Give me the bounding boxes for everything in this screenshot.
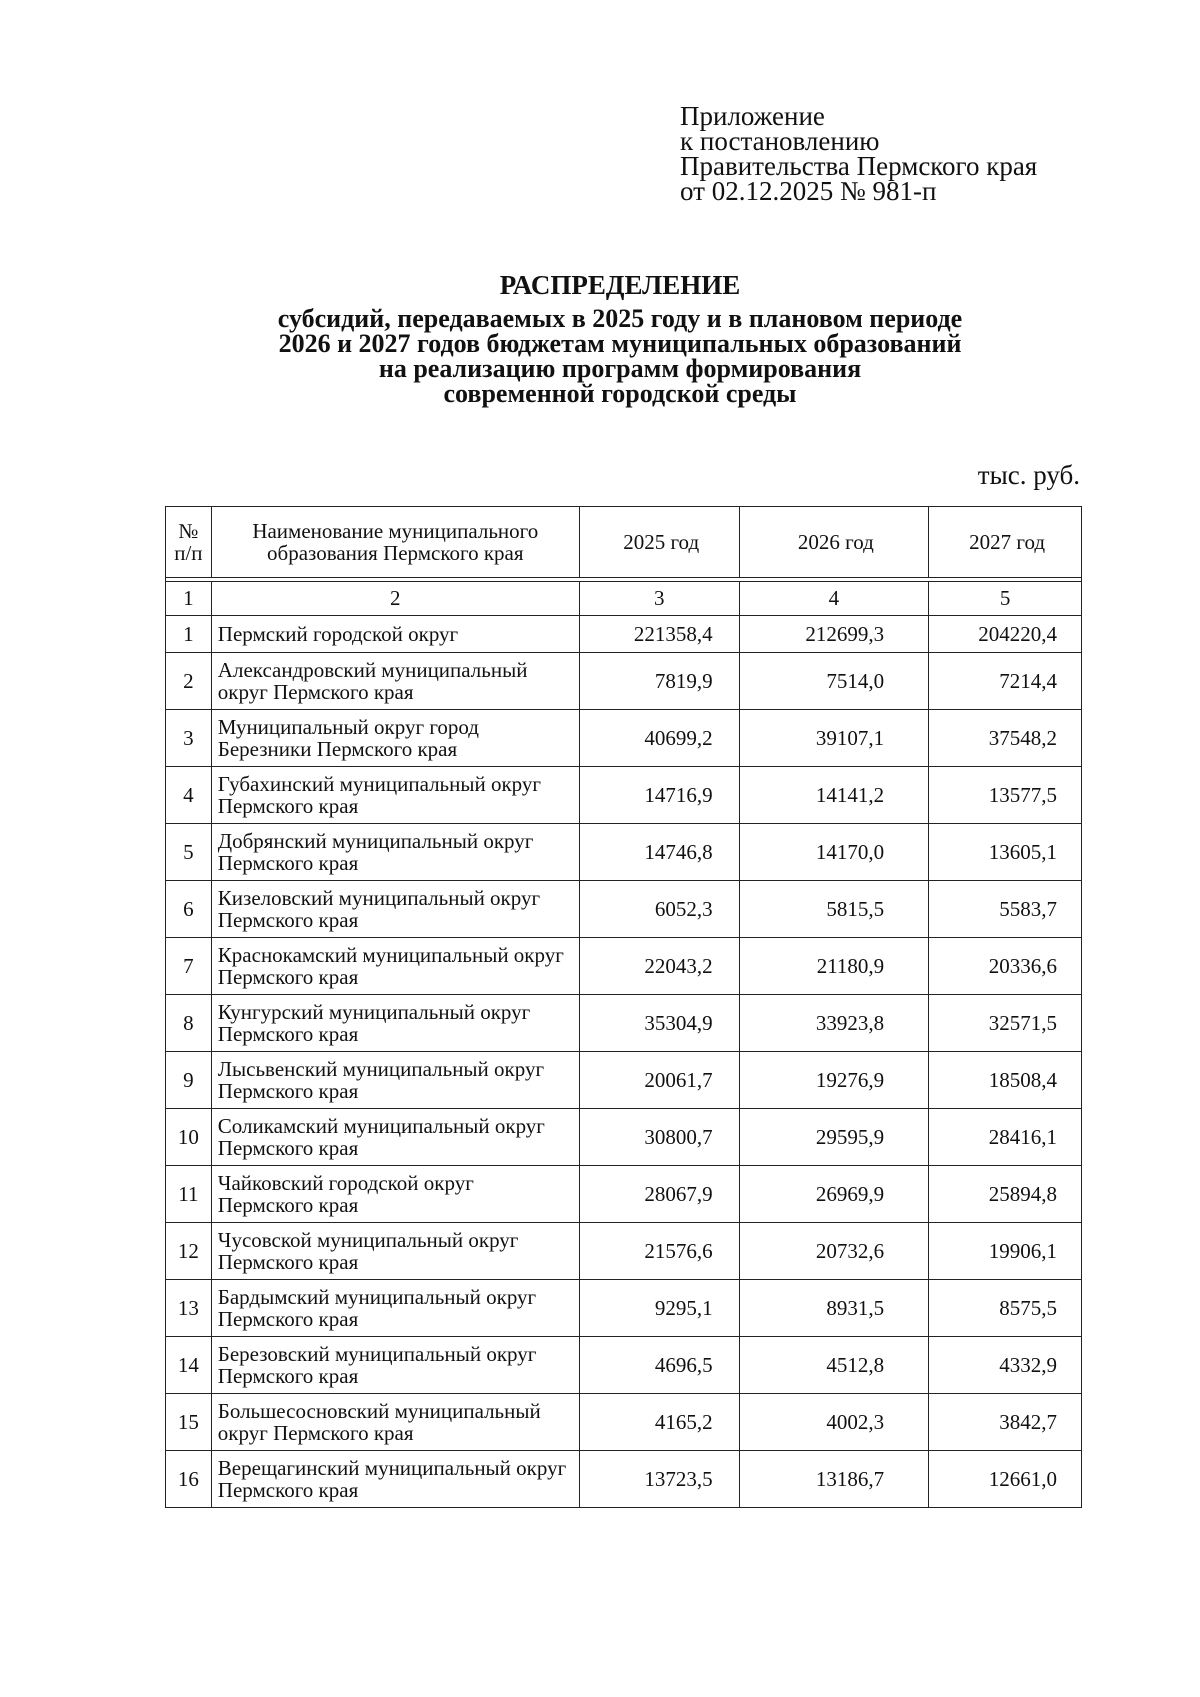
row-number: 14 xyxy=(166,1337,212,1394)
row-municipality-name: Кунгурский муниципальный округ Пермского края xyxy=(211,995,579,1052)
row-number: 6 xyxy=(166,881,212,938)
row-value-2027: 4332,9 xyxy=(929,1337,1082,1394)
row-value-2025: 7819,9 xyxy=(579,653,739,710)
table-row xyxy=(166,616,1082,653)
table-row xyxy=(166,938,1082,995)
row-number: 9 xyxy=(166,1052,212,1109)
row-value-2025: 14716,9 xyxy=(579,767,739,824)
row-value-2026: 8931,5 xyxy=(739,1280,929,1337)
row-municipality-name: Губахинский муниципальный округ Пермского края xyxy=(211,767,579,824)
row-municipality-name: Краснокамский муниципальный округ Пермского края xyxy=(211,938,579,995)
row-value-2025: 21576,6 xyxy=(579,1223,739,1280)
row-value-2025: 4165,2 xyxy=(579,1394,739,1451)
appendix-block xyxy=(680,101,1038,206)
document-subtitle xyxy=(0,306,1200,406)
column-number: 5 xyxy=(929,582,1082,616)
row-municipality-name: Березовский муниципальный округ Пермского края xyxy=(211,1337,579,1394)
row-value-2027: 37548,2 xyxy=(929,710,1082,767)
row-value-2027: 8575,5 xyxy=(929,1280,1082,1337)
row-value-2025: 4696,5 xyxy=(579,1337,739,1394)
column-number: 2 xyxy=(211,582,579,616)
row-number: 11 xyxy=(166,1166,212,1223)
column-number: 1 xyxy=(166,582,212,616)
row-municipality-name: Кизеловский муниципальный округ Пермского края xyxy=(211,881,579,938)
row-number: 3 xyxy=(166,710,212,767)
row-value-2027: 13577,5 xyxy=(929,767,1082,824)
row-value-2027: 13605,1 xyxy=(929,824,1082,881)
row-value-2026: 212699,3 xyxy=(739,616,929,653)
row-value-2026: 5815,5 xyxy=(739,881,929,938)
row-value-2027: 32571,5 xyxy=(929,995,1082,1052)
row-value-2025: 6052,3 xyxy=(579,881,739,938)
row-value-2027: 18508,4 xyxy=(929,1052,1082,1109)
row-value-2027: 204220,4 xyxy=(929,616,1082,653)
row-value-2027: 12661,0 xyxy=(929,1451,1082,1508)
row-value-2027: 25894,8 xyxy=(929,1166,1082,1223)
row-number: 16 xyxy=(166,1451,212,1508)
row-municipality-name: Соликамский муниципальный округ Пермского края xyxy=(211,1109,579,1166)
row-value-2026: 29595,9 xyxy=(739,1109,929,1166)
table-header-row xyxy=(166,507,1082,578)
header-2026: 2026 год xyxy=(739,507,929,578)
row-value-2026: 20732,6 xyxy=(739,1223,929,1280)
column-numbers-row xyxy=(166,582,1082,616)
appendix-line-2: к постановлению xyxy=(680,126,880,156)
row-value-2027: 20336,6 xyxy=(929,938,1082,995)
row-value-2027: 28416,1 xyxy=(929,1109,1082,1166)
row-municipality-name: Пермский городской округ xyxy=(211,616,579,653)
row-value-2026: 14170,0 xyxy=(739,824,929,881)
row-value-2026: 19276,9 xyxy=(739,1052,929,1109)
row-value-2027: 19906,1 xyxy=(929,1223,1082,1280)
row-value-2026: 26969,9 xyxy=(739,1166,929,1223)
row-value-2026: 14141,2 xyxy=(739,767,929,824)
row-number: 15 xyxy=(166,1394,212,1451)
row-municipality-name: Бардымский муниципальный округ Пермского края xyxy=(211,1280,579,1337)
row-value-2025: 30800,7 xyxy=(579,1109,739,1166)
row-municipality-name: Верещагинский муниципальный округ Пермского края xyxy=(211,1451,579,1508)
row-number: 4 xyxy=(166,767,212,824)
row-municipality-name: Большесосновский муниципальный округ Пермского края xyxy=(211,1394,579,1451)
header-num: № п/п xyxy=(166,507,212,578)
header-2027: 2027 год xyxy=(929,507,1082,578)
row-value-2026: 4002,3 xyxy=(739,1394,929,1451)
subsidy-table xyxy=(165,506,1082,1508)
subtitle-line-1: субсидий, передаваемых в 2025 году и в плановом периоде xyxy=(277,304,963,333)
row-value-2025: 9295,1 xyxy=(579,1280,739,1337)
row-municipality-name: Александровский муниципальный округ Пермского края xyxy=(211,653,579,710)
row-municipality-name: Лысьвенский муниципальный округ Пермского края xyxy=(211,1052,579,1109)
row-number: 7 xyxy=(166,938,212,995)
row-value-2025: 14746,8 xyxy=(579,824,739,881)
row-value-2026: 21180,9 xyxy=(739,938,929,995)
table-row xyxy=(166,653,1082,710)
row-value-2025: 221358,4 xyxy=(579,616,739,653)
subtitle-line-4: современной городской среды xyxy=(443,379,797,408)
row-value-2025: 20061,7 xyxy=(579,1052,739,1109)
column-number: 4 xyxy=(739,582,929,616)
table-row xyxy=(166,881,1082,938)
row-value-2027: 7214,4 xyxy=(929,653,1082,710)
row-number: 2 xyxy=(166,653,212,710)
column-number: 3 xyxy=(579,582,739,616)
row-value-2026: 7514,0 xyxy=(739,653,929,710)
table-row xyxy=(166,1052,1082,1109)
table-row xyxy=(166,1109,1082,1166)
document-title: РАСПРЕДЕЛЕНИЕ xyxy=(499,270,741,300)
appendix-line-3: Правительства Пермского края xyxy=(680,151,1038,181)
row-number: 13 xyxy=(166,1280,212,1337)
subtitle-line-3: на реализацию программ формирования xyxy=(378,354,862,383)
table-row xyxy=(166,767,1082,824)
row-number: 8 xyxy=(166,995,212,1052)
row-value-2025: 40699,2 xyxy=(579,710,739,767)
table-row xyxy=(166,1280,1082,1337)
row-number: 5 xyxy=(166,824,212,881)
row-value-2025: 22043,2 xyxy=(579,938,739,995)
row-value-2026: 33923,8 xyxy=(739,995,929,1052)
row-municipality-name: Чайковский городской округ Пермского края xyxy=(211,1166,579,1223)
table-row xyxy=(166,824,1082,881)
row-value-2025: 13723,5 xyxy=(579,1451,739,1508)
row-number: 1 xyxy=(166,616,212,653)
row-value-2027: 5583,7 xyxy=(929,881,1082,938)
row-municipality-name: Добрянский муниципальный округ Пермского края xyxy=(211,824,579,881)
header-2025: 2025 год xyxy=(579,507,739,578)
row-municipality-name: Чусовской муниципальный округ Пермского края xyxy=(211,1223,579,1280)
table-row xyxy=(166,995,1082,1052)
table-row xyxy=(166,1337,1082,1394)
row-number: 10 xyxy=(166,1109,212,1166)
appendix-line-4: от 02.12.2025 № 981-п xyxy=(680,176,937,206)
header-name: Наименование муниципального образования Пермского края xyxy=(211,507,579,578)
row-value-2026: 4512,8 xyxy=(739,1337,929,1394)
row-municipality-name: Муниципальный округ город Березники Пермского края xyxy=(211,710,579,767)
row-value-2025: 35304,9 xyxy=(579,995,739,1052)
row-number: 12 xyxy=(166,1223,212,1280)
table-row xyxy=(166,710,1082,767)
table-row xyxy=(166,1166,1082,1223)
row-value-2026: 39107,1 xyxy=(739,710,929,767)
appendix-line-1: Приложение xyxy=(680,101,825,131)
table-row xyxy=(166,1394,1082,1451)
row-value-2027: 3842,7 xyxy=(929,1394,1082,1451)
table-row xyxy=(166,1451,1082,1508)
units-label: тыс. руб. xyxy=(977,460,1080,490)
table-row xyxy=(166,1223,1082,1280)
row-value-2025: 28067,9 xyxy=(579,1166,739,1223)
row-value-2026: 13186,7 xyxy=(739,1451,929,1508)
subtitle-line-2: 2026 и 2027 годов бюджетам муниципальных образований xyxy=(278,329,962,358)
